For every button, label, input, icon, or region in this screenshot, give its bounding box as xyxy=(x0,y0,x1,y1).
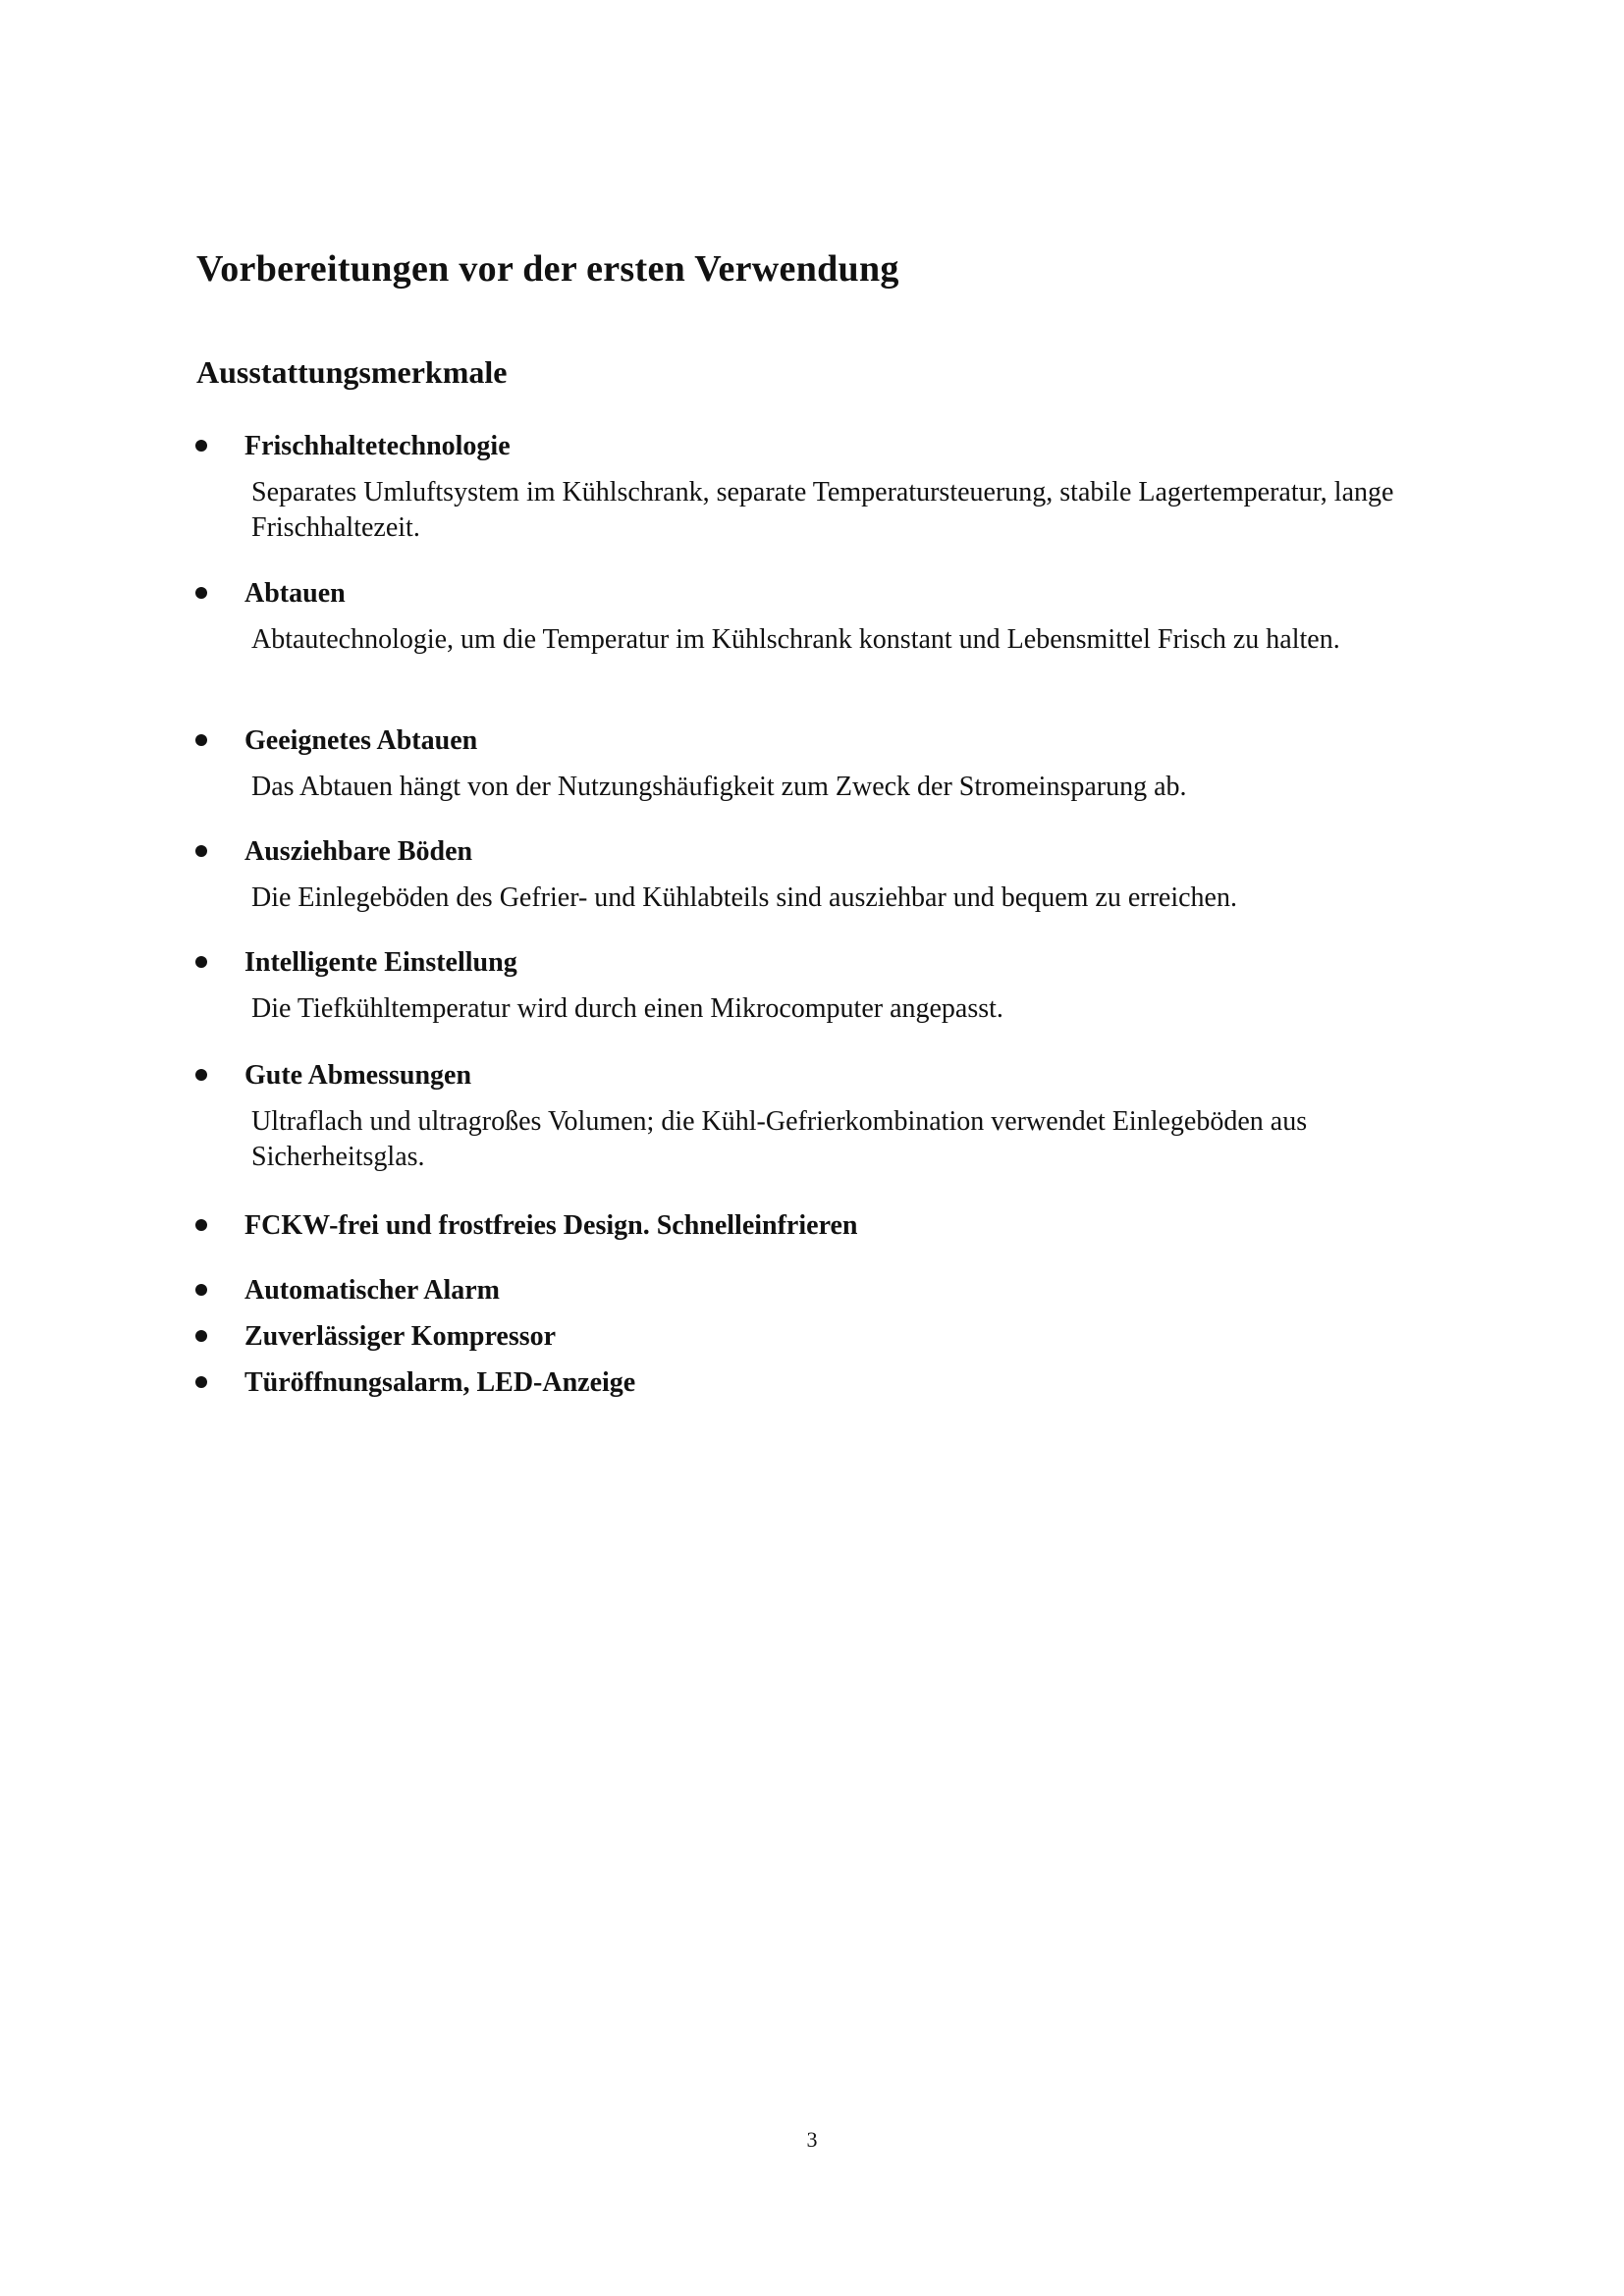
bullet-icon xyxy=(195,587,207,599)
feature-description: Separates Umluftsystem im Kühlschrank, separate Temperatursteuerung, stabile Lagertemperatur, lange Frischhaltezeit. xyxy=(251,477,1394,543)
feature-title: Abtauen xyxy=(244,578,346,609)
feature-title: Zuverlässiger Kompressor xyxy=(244,1321,557,1352)
feature-title: Ausziehbare Böden xyxy=(244,836,473,867)
feature-title: Türöffnungsalarm, LED-Anzeige xyxy=(244,1367,636,1398)
feature-title: Gute Abmessungen xyxy=(244,1060,472,1091)
feature-title: Automatischer Alarm xyxy=(244,1275,500,1306)
bullet-icon xyxy=(195,734,207,746)
page-title: Vorbereitungen vor der ersten Verwendung xyxy=(196,248,899,290)
section-title: Ausstattungsmerkmale xyxy=(196,354,508,390)
bullet-icon xyxy=(195,1330,207,1342)
bullet-icon xyxy=(195,1219,207,1231)
feature-title: Frischhaltetechnologie xyxy=(244,431,511,461)
page-number: 3 xyxy=(806,2127,818,2152)
feature-description: Das Abtauen hängt von der Nutzungshäufigkeit zum Zweck der Stromeinsparung ab. xyxy=(251,772,1187,802)
bullet-icon xyxy=(195,1069,207,1081)
feature-title: Intelligente Einstellung xyxy=(244,947,517,978)
feature-description: Die Einlegeböden des Gefrier- und Kühlabteils sind ausziehbar und bequem zu erreichen. xyxy=(251,882,1237,913)
bullet-icon xyxy=(195,956,207,968)
bullet-icon xyxy=(195,1284,207,1296)
bullet-icon xyxy=(195,1376,207,1388)
bullet-icon xyxy=(195,440,207,452)
feature-description: Ultraflach und ultragroßes Volumen; die Kühl-Gefrierkombination verwendet Einlegeböden aus Sicherheitsglas. xyxy=(251,1106,1308,1172)
feature-title: FCKW-frei und frostfreies Design. Schnelleinfrieren xyxy=(244,1210,858,1241)
feature-description: Die Tiefkühltemperatur wird durch einen Mikrocomputer angepasst. xyxy=(251,993,1003,1024)
bullet-icon xyxy=(195,845,207,857)
feature-description: Abtautechnologie, um die Temperatur im Kühlschrank konstant und Lebensmittel Frisch zu halten. xyxy=(251,624,1340,655)
feature-title: Geeignetes Abtauen xyxy=(244,725,478,756)
